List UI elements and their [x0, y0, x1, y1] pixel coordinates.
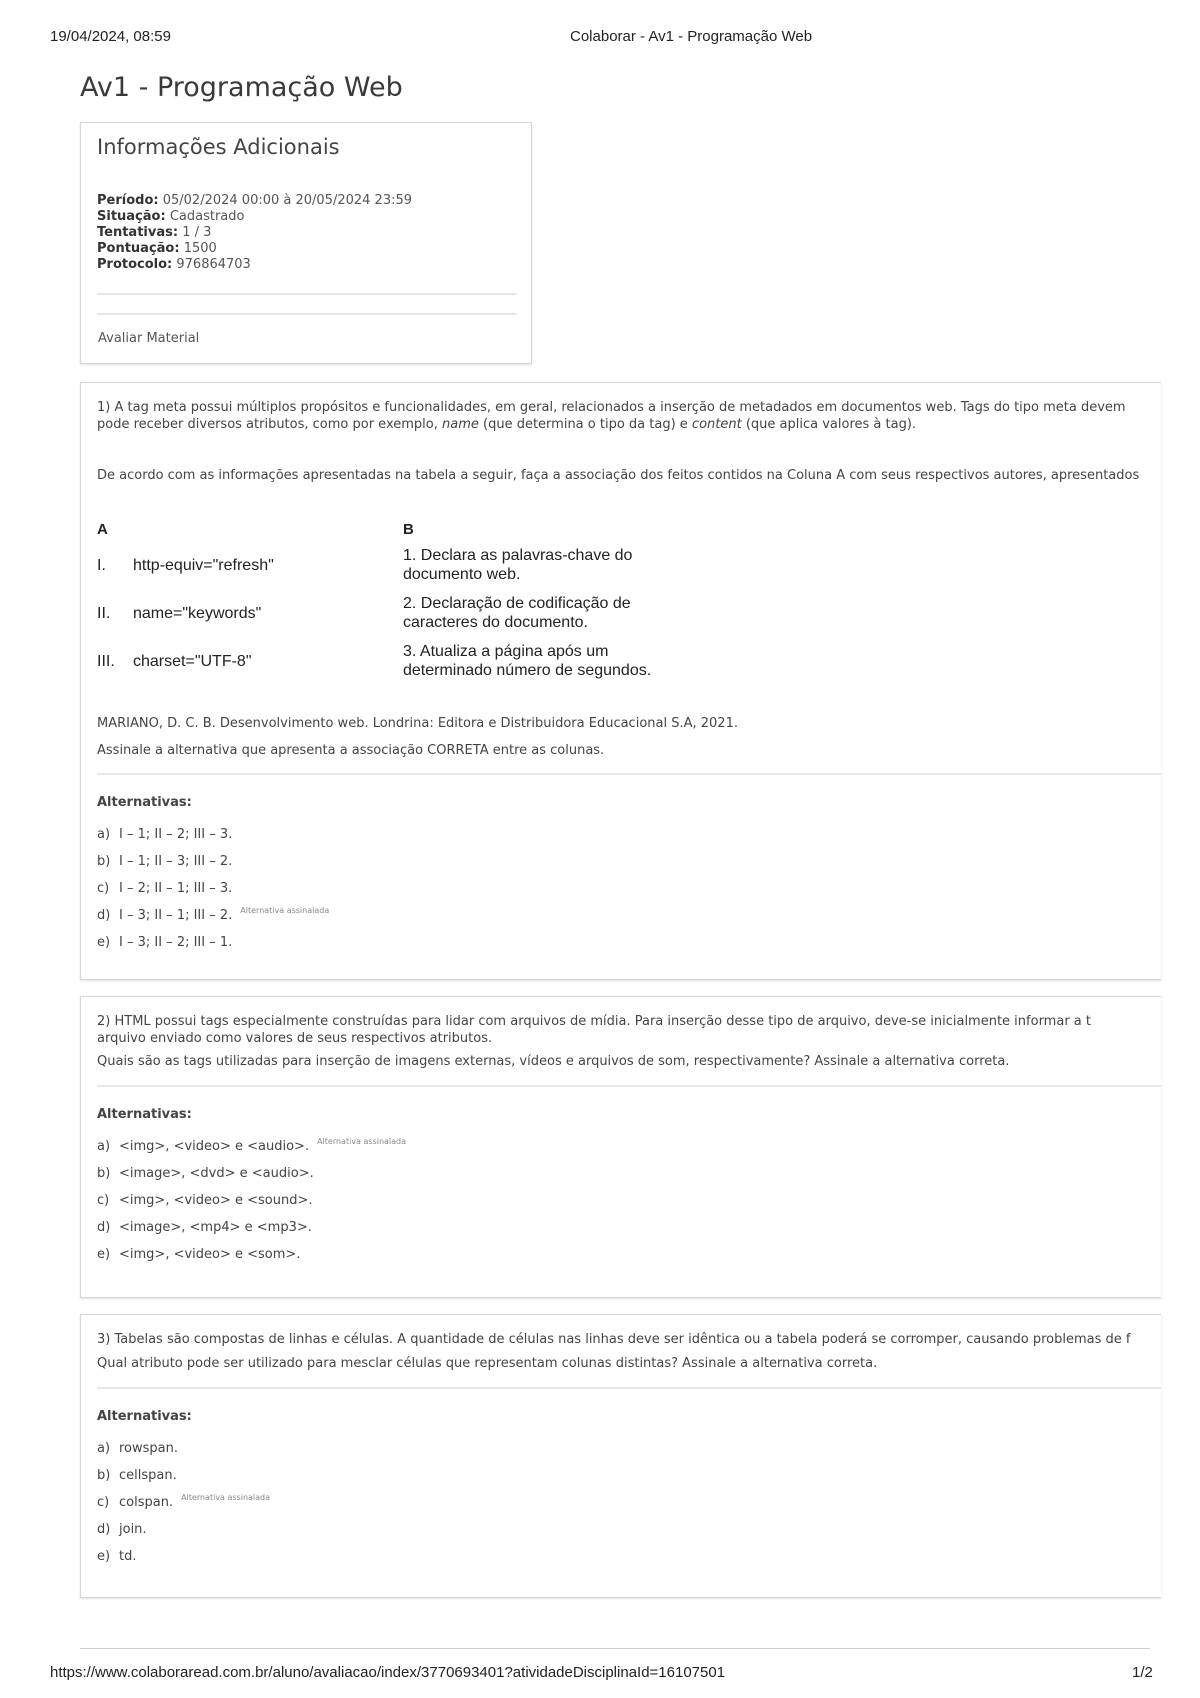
column-b-item: 3. Atualiza a página após um determinado número de segundos.	[403, 643, 652, 679]
divider	[97, 1387, 1161, 1389]
divider	[97, 313, 517, 315]
question-3-question: Qual atributo pode ser utilizado para mesclar células que representam colunas distintas? Assinale a alternativa correta.	[97, 1356, 878, 1371]
alternative-option[interactable]: a) I – 1; II – 2; III – 3.	[97, 827, 233, 842]
info-pontuacao: Pontuação: 1500	[97, 241, 217, 256]
question-3-statement: 3) Tabelas são compostas de linhas e células. A quantidade de células nas linhas deve ser idêntica ou a tabela poderá se corromper, causando problemas de f	[97, 1332, 1131, 1347]
info-card	[80, 122, 532, 364]
alternative-option[interactable]: e) td.	[97, 1549, 137, 1564]
divider	[80, 1648, 1150, 1649]
alternative-option[interactable]: c) <img>, <video> e <sound>.	[97, 1193, 313, 1208]
rate-material-link[interactable]: Avaliar Material	[98, 331, 200, 346]
column-a-item: III. charset="UTF-8"	[97, 653, 252, 670]
question-3-card	[80, 1314, 1161, 1598]
column-a-item: II. name="keywords"	[97, 605, 262, 622]
print-doc-title: Colaborar - Av1 - Programação Web	[570, 28, 813, 45]
question-1-reference: MARIANO, D. C. B. Desenvolvimento web. Londrina: Editora e Distribuidora Educacional S.A, 2021.	[97, 716, 738, 731]
info-card-title: Informações Adicionais	[97, 135, 340, 159]
print-url: https://www.colaboraread.com.br/aluno/avaliacao/index/3770693401?atividadeDisciplinaId=16107501	[50, 1664, 726, 1681]
column-b-item: 1. Declara as palavras-chave do documento web.	[403, 547, 633, 583]
alternative-option[interactable]: c) I – 2; II – 1; III – 3.	[97, 881, 233, 896]
info-tentativas: Tentativas: 1 / 3	[97, 225, 212, 240]
alternative-option[interactable]: b) <image>, <dvd> e <audio>.	[97, 1166, 314, 1181]
print-header	[0, 28, 1200, 48]
column-b-header: B	[403, 521, 414, 538]
divider	[97, 293, 517, 295]
divider	[97, 773, 1161, 775]
question-1-card	[80, 382, 1161, 980]
info-protocolo: Protocolo: 976864703	[97, 257, 251, 272]
page-title: Av1 - Programação Web	[80, 72, 403, 103]
info-situacao: Situação: Cadastrado	[97, 209, 245, 224]
alternatives-heading: Alternativas:	[97, 1409, 192, 1424]
alternative-option[interactable]: e) I – 3; II – 2; III – 1.	[97, 935, 233, 950]
question-1-statement: 1) A tag meta possui múltiplos propósitos e funcionalidades, em geral, relacionados a inserção de metadados em documentos web. Tags do tipo meta devem pode receber diversos atributos, como por exemplo, name (que determina o tipo da tag) e content (que aplica valores à tag).	[97, 400, 1126, 432]
selected-mark: Alternativa assinalada	[317, 1137, 407, 1146]
info-periodo: Período: 05/02/2024 00:00 à 20/05/2024 23:59	[97, 193, 413, 208]
selected-mark: Alternativa assinalada	[240, 906, 330, 915]
selected-mark: Alternativa assinalada	[181, 1493, 271, 1502]
question-1-context: De acordo com as informações apresentadas na tabela a seguir, faça a associação dos feitos contidos na Coluna A com seus respectivos autores, apresentados	[97, 468, 1140, 483]
alternative-option[interactable]: b) I – 1; II – 3; III – 2.	[97, 854, 233, 869]
column-a-item: I. http-equiv="refresh"	[97, 557, 274, 574]
print-datetime: 19/04/2024, 08:59	[50, 28, 171, 45]
page-number: 1/2	[1132, 1664, 1153, 1681]
column-b-item: 2. Declaração de codificação de caracteres do documento.	[403, 595, 631, 631]
question-1-instruction: Assinale a alternativa que apresenta a associação CORRETA entre as colunas.	[97, 743, 605, 758]
alternative-option[interactable]: d) join.	[97, 1522, 147, 1537]
divider	[97, 1085, 1161, 1087]
alternative-option[interactable]: d) <image>, <mp4> e <mp3>.	[97, 1220, 312, 1235]
alternatives-heading: Alternativas:	[97, 1107, 192, 1122]
alternatives-heading: Alternativas:	[97, 795, 192, 810]
question-2-question: Quais são as tags utilizadas para inserção de imagens externas, vídeos e arquivos de som, respectivamente? Assinale a alternativa correta.	[97, 1054, 1010, 1069]
column-a-header: A	[97, 521, 108, 538]
question-2-card	[80, 996, 1161, 1298]
info-list	[97, 193, 412, 273]
alternative-option-selected[interactable]: a) <img>, <video> e <audio>. $^{Alternativa assinalada}$	[97, 1137, 407, 1154]
alternative-option[interactable]: b) cellspan.	[97, 1468, 177, 1483]
alternative-option-selected[interactable]: d) I – 3; II – 1; III – 2. $^{Alternativa assinalada}$	[97, 906, 330, 923]
alternative-option-selected[interactable]: c) colspan. $^{Alternativa assinalada}$	[97, 1493, 271, 1510]
alternative-option[interactable]: a) rowspan.	[97, 1441, 179, 1456]
question-2-statement: 2) HTML possui tags especialmente construídas para lidar com arquivos de mídia. Para inserção desse tipo de arquivo, deve-se inicialmente informar a t arquivo enviado como valores de seus respectivos atributos.	[97, 1014, 1091, 1046]
alternative-option[interactable]: e) <img>, <video> e <som>.	[97, 1247, 301, 1262]
